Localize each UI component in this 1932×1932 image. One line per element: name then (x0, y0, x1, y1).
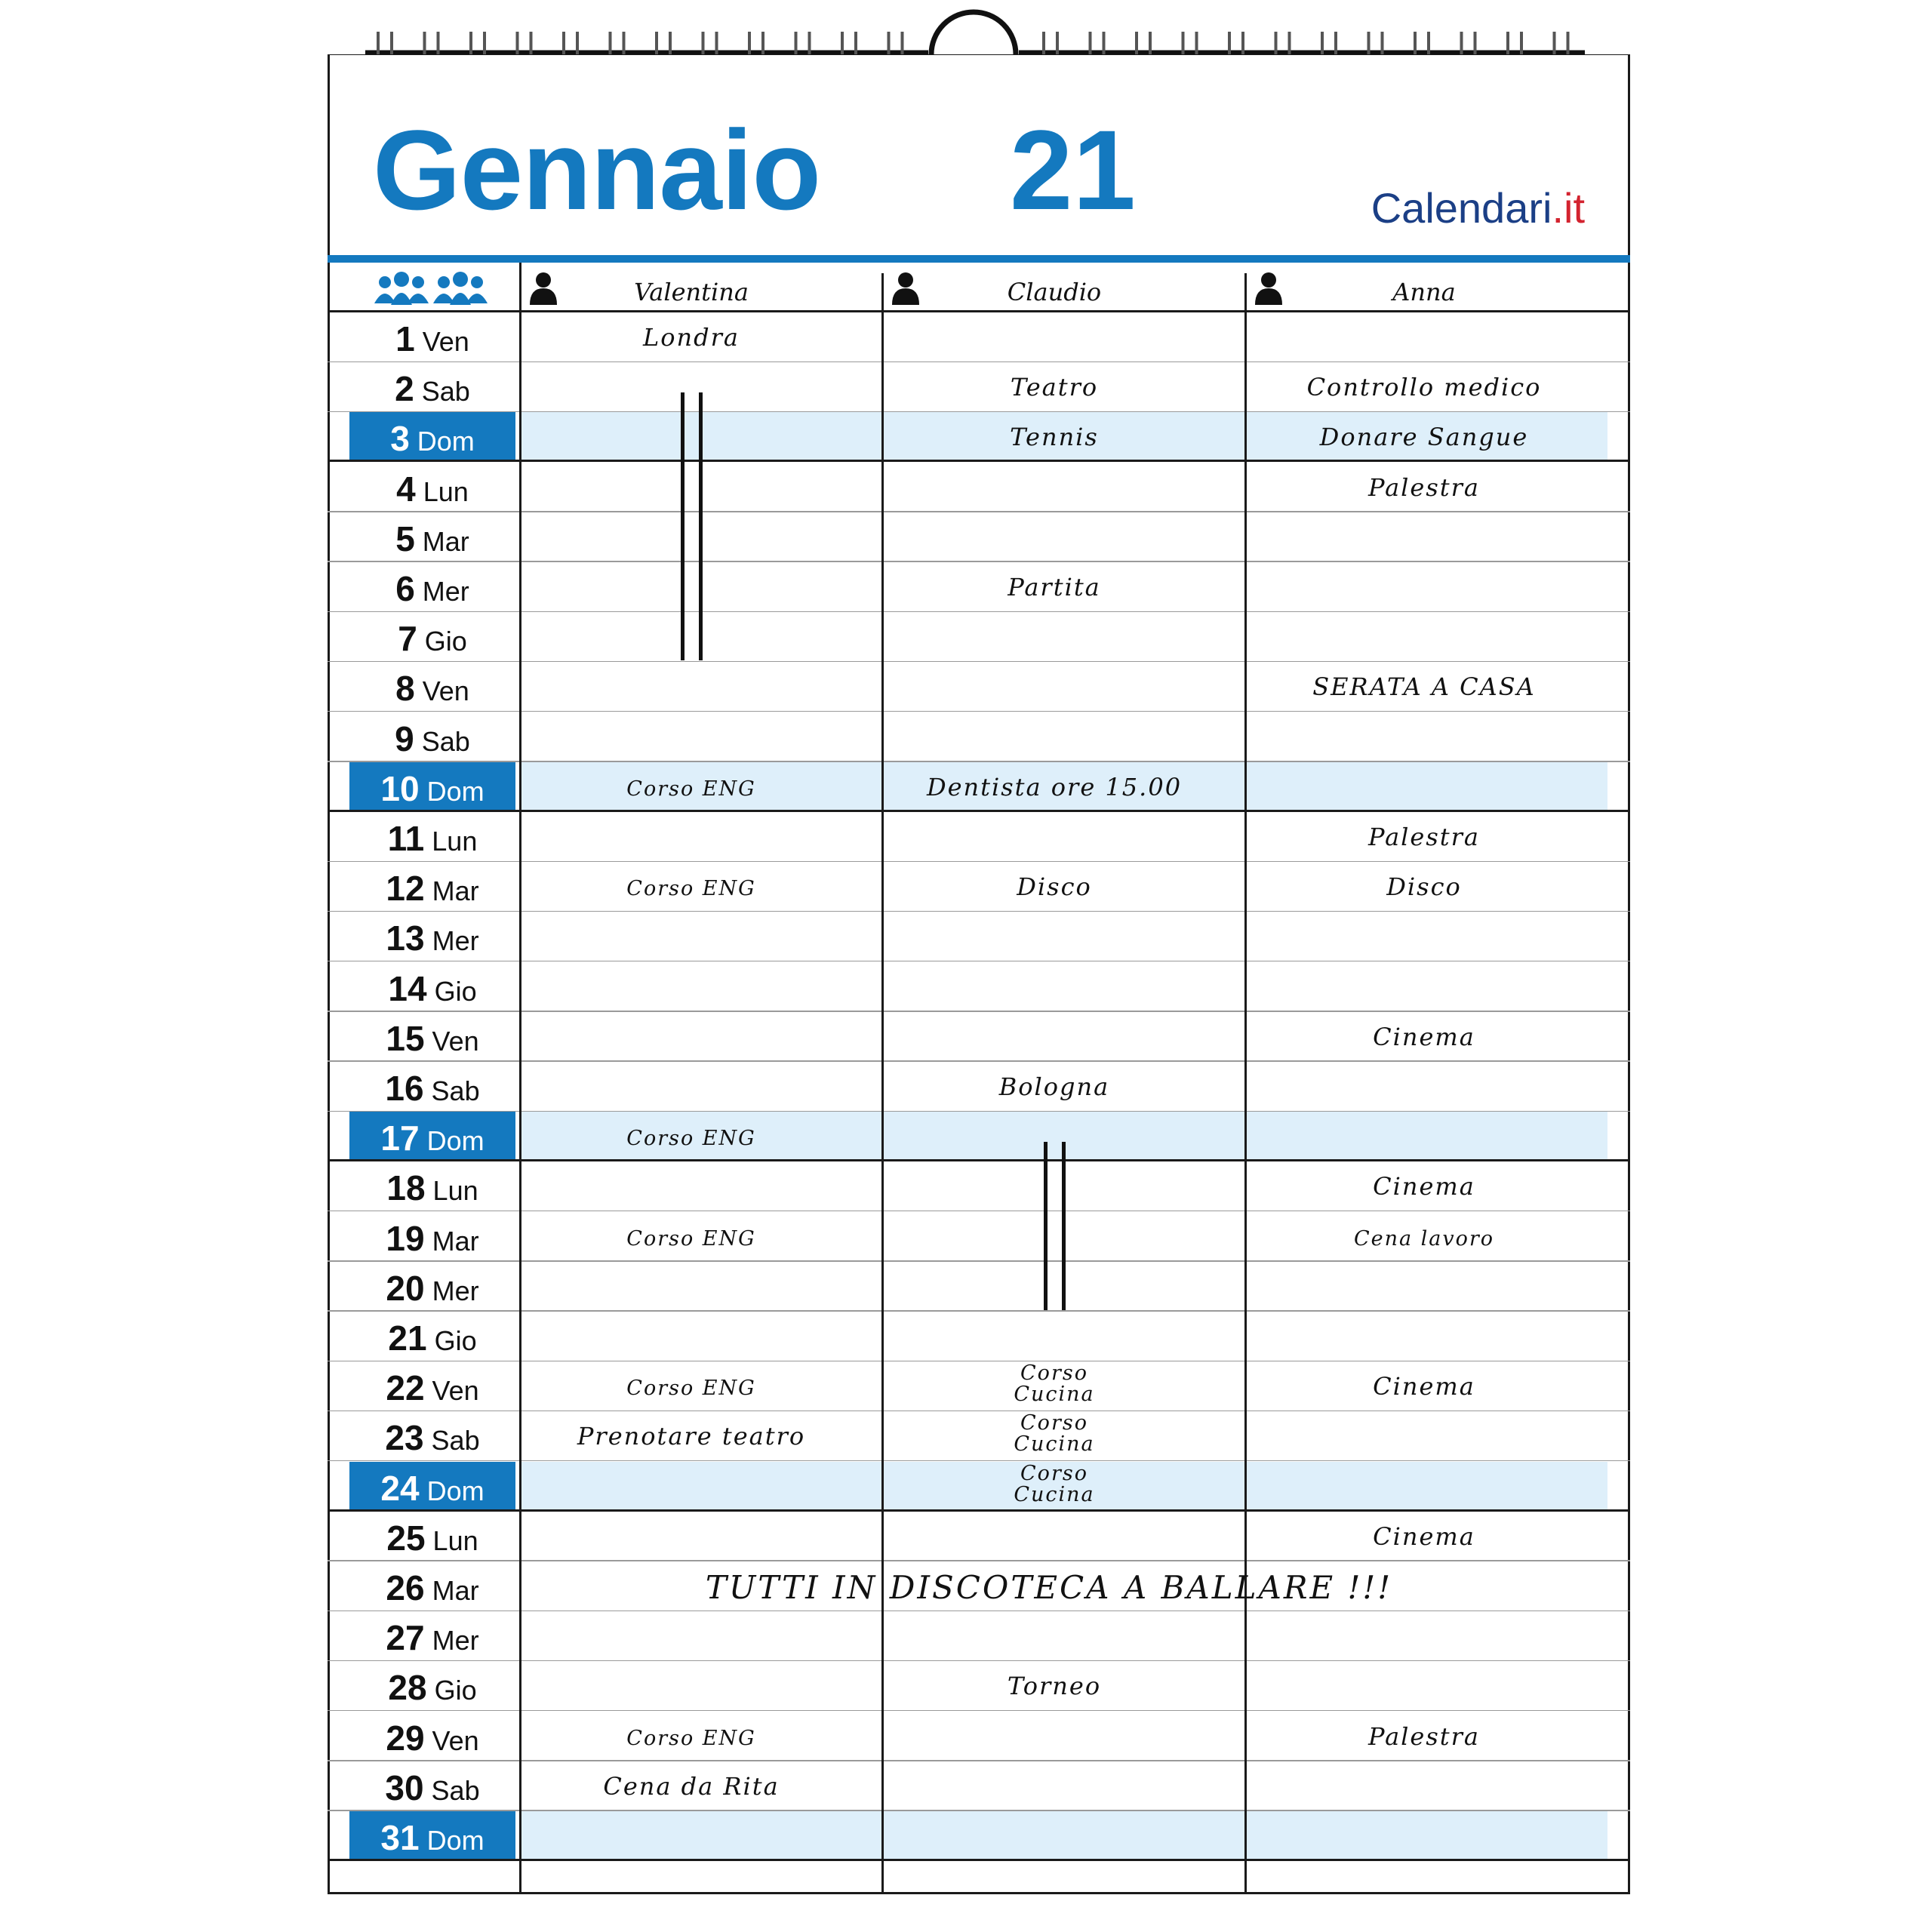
weekday-name: Sab (423, 1075, 480, 1106)
day-row (328, 1611, 1630, 1661)
weekday-name: Dom (409, 426, 475, 457)
weekday-name: Gio (426, 1675, 477, 1706)
weekday-name: Mer (414, 576, 469, 607)
day-row (328, 312, 1630, 362)
calendar-entry: Disco (1386, 872, 1462, 902)
day-row (328, 612, 1630, 662)
calendar-entry: Prenotare teatro (577, 1422, 806, 1451)
weekday-name: Mer (424, 925, 479, 957)
year-title: 21 (1010, 106, 1136, 233)
calendar-entry: Palestra (1368, 823, 1480, 851)
day-label (349, 1561, 515, 1611)
day-number: 16 (385, 1069, 424, 1108)
weekday-name: Mar (424, 1575, 479, 1606)
day-number: 9 (395, 718, 414, 758)
day-row (328, 1761, 1630, 1811)
calendar-entry (1014, 1413, 1094, 1455)
day-label (349, 612, 515, 662)
calendar-entry: Dentista ore 15.00 (926, 772, 1183, 801)
calendar-grid (328, 263, 1630, 1894)
entry-line: Corso (1020, 1411, 1088, 1435)
calendar-entry: Cinema (1373, 1172, 1475, 1201)
calendar-entry: Corso ENG (626, 777, 756, 801)
day-number: 28 (388, 1668, 427, 1708)
weekday-name: Mar (424, 1225, 479, 1257)
weekday-name: Gio (426, 975, 477, 1007)
weekday-name: Mer (424, 1625, 479, 1657)
span-bar (681, 392, 685, 660)
day-label (349, 562, 515, 612)
day-number: 24 (380, 1468, 420, 1508)
day-number: 1 (395, 319, 415, 358)
day-number: 8 (395, 669, 415, 709)
calendar-entry: Londra (643, 323, 740, 352)
calendar-entry (1014, 1463, 1094, 1506)
day-number: 26 (386, 1568, 425, 1607)
banner-entry: TUTTI IN DISCOTECA A BALLARE !!! (705, 1569, 1393, 1606)
weekday-name: Gio (417, 626, 467, 657)
day-label (349, 412, 515, 462)
entry-line: Corso (1020, 1461, 1088, 1485)
calendar-entry: Cinema (1373, 1022, 1475, 1051)
day-label (349, 1312, 515, 1361)
span-bar (1062, 1142, 1066, 1310)
person-icon (891, 272, 921, 306)
person-icon (528, 272, 558, 306)
day-label (349, 463, 515, 512)
weekday-name: Dom (419, 1475, 485, 1506)
day-row (328, 1411, 1630, 1461)
weekday-name: Ven (424, 1025, 479, 1057)
weekday-name: Mar (414, 525, 469, 557)
person-header-label: Valentina (634, 278, 749, 306)
day-number: 13 (386, 918, 425, 958)
day-label (349, 812, 515, 862)
calendar-entry: Donare Sangue (1319, 423, 1529, 452)
calendar-entry: Corso ENG (626, 1127, 756, 1151)
day-number: 20 (386, 1268, 425, 1308)
weekday-name: Lun (424, 826, 478, 857)
day-number: 3 (390, 419, 410, 459)
calendar-entry: Corso ENG (626, 1377, 756, 1401)
day-row (328, 1811, 1630, 1861)
weekday-name: Lun (415, 475, 469, 507)
day-label (349, 762, 515, 812)
day-number: 14 (388, 968, 427, 1008)
calendar-entry: Torneo (1007, 1672, 1102, 1701)
day-label (349, 362, 515, 412)
day-number: 11 (387, 819, 425, 858)
day-number: 15 (386, 1018, 425, 1058)
day-number: 4 (396, 469, 416, 509)
day-label (349, 1361, 515, 1411)
calendar-entry: Bologna (998, 1072, 1110, 1101)
weekday-name: Sab (414, 376, 470, 408)
day-number: 25 (386, 1518, 426, 1558)
day-label (349, 662, 515, 712)
calendar-entry: Tennis (1010, 423, 1099, 452)
day-label (349, 1411, 515, 1461)
day-row (328, 562, 1630, 612)
weekday-name: Mer (424, 1275, 479, 1306)
day-label (349, 1512, 515, 1561)
day-label (349, 1262, 515, 1312)
month-title: Gennaio (373, 106, 821, 233)
day-row (328, 1062, 1630, 1112)
calendar-entry: Palestra (1368, 1721, 1480, 1751)
column-divider (1244, 273, 1247, 1894)
weekday-name: Mar (424, 875, 479, 907)
calendar-entry: Teatro (1010, 373, 1099, 402)
day-label (349, 1212, 515, 1262)
weekday-name: Ven (424, 1375, 479, 1407)
day-label (349, 1112, 515, 1161)
sunday-row-fill (519, 1811, 1607, 1860)
weekday-name: Lun (425, 1175, 478, 1207)
group-people-icon (374, 270, 488, 308)
calendar-entry: Corso ENG (626, 1226, 756, 1251)
span-bar (699, 392, 703, 660)
calendar-entry: Controllo medico (1306, 373, 1542, 402)
weekday-name: Dom (419, 775, 485, 807)
header-rule (328, 255, 1630, 263)
day-row (328, 1462, 1630, 1512)
calendar-entry (1014, 1363, 1094, 1405)
day-label (349, 912, 515, 961)
day-label (349, 512, 515, 562)
day-number: 6 (395, 569, 415, 608)
weekday-name: Ven (414, 675, 469, 707)
day-number: 18 (386, 1168, 426, 1208)
day-label (349, 1462, 515, 1512)
calendar-entry: Cinema (1373, 1521, 1475, 1551)
calendar-entry: SERATA A CASA (1312, 672, 1536, 702)
calendar-entry: Cena lavoro (1353, 1226, 1495, 1251)
day-row (328, 962, 1630, 1012)
weekday-name: Sab (414, 725, 470, 757)
day-label (349, 862, 515, 912)
day-label (349, 1062, 515, 1112)
day-number: 7 (398, 619, 417, 659)
day-row (328, 912, 1630, 961)
calendar-entry: Corso ENG (626, 1726, 756, 1750)
day-number: 19 (386, 1218, 425, 1258)
calendar-entry: Corso ENG (626, 877, 756, 901)
day-label (349, 1811, 515, 1861)
day-label (349, 962, 515, 1012)
weekday-name: Sab (423, 1774, 480, 1806)
day-row (328, 1262, 1630, 1312)
day-number: 2 (395, 369, 414, 409)
person-icon (1254, 272, 1284, 306)
brand-logo (1371, 183, 1585, 232)
weekday-name: Dom (419, 1125, 485, 1157)
day-number: 29 (386, 1718, 425, 1758)
day-row (328, 512, 1630, 562)
entry-line: Cucina (1014, 1482, 1095, 1506)
weekday-name: Ven (414, 326, 469, 357)
calendar-entry: Cinema (1373, 1372, 1475, 1401)
day-number: 30 (385, 1767, 424, 1807)
row-divider (328, 1859, 1630, 1861)
calendar-entry: Cena da Rita (603, 1771, 780, 1801)
day-number: 22 (386, 1368, 425, 1408)
weekday-name: Dom (419, 1825, 485, 1856)
day-label (349, 1761, 515, 1811)
entry-line: Cucina (1014, 1383, 1095, 1407)
day-row (328, 1112, 1630, 1161)
day-row (328, 1312, 1630, 1361)
day-label (349, 1611, 515, 1661)
day-number: 27 (386, 1618, 425, 1658)
span-bar (1044, 1142, 1048, 1310)
person-header-label: Anna (1392, 278, 1456, 306)
column-divider (519, 263, 521, 1894)
day-label (349, 312, 515, 362)
day-label (349, 1161, 515, 1211)
entry-line: Corso (1020, 1361, 1088, 1386)
day-number: 21 (388, 1318, 427, 1358)
day-label (349, 1661, 515, 1711)
day-label (349, 712, 515, 762)
day-number: 5 (395, 518, 415, 558)
weekday-name: Ven (424, 1724, 479, 1756)
day-number: 10 (380, 768, 420, 808)
person-header-label: Claudio (1007, 278, 1102, 306)
weekday-name: Sab (423, 1425, 480, 1457)
weekday-name: Lun (425, 1524, 478, 1556)
brand-main: Calendari (1371, 184, 1552, 232)
column-divider (881, 273, 884, 1894)
day-label (349, 1012, 515, 1062)
day-row (328, 712, 1630, 762)
day-label (349, 1712, 515, 1761)
calendar-entry: Partita (1008, 573, 1101, 601)
day-number: 31 (380, 1818, 420, 1857)
entry-line: Cucina (1014, 1432, 1095, 1457)
brand-tld: .it (1552, 184, 1585, 232)
calendar-entry: Palestra (1368, 472, 1480, 502)
day-number: 17 (380, 1118, 420, 1158)
weekday-name: Gio (426, 1325, 477, 1356)
day-row (328, 1661, 1630, 1711)
day-number: 12 (386, 869, 425, 909)
calendar-entry: Disco (1017, 872, 1092, 902)
day-number: 23 (385, 1418, 424, 1458)
